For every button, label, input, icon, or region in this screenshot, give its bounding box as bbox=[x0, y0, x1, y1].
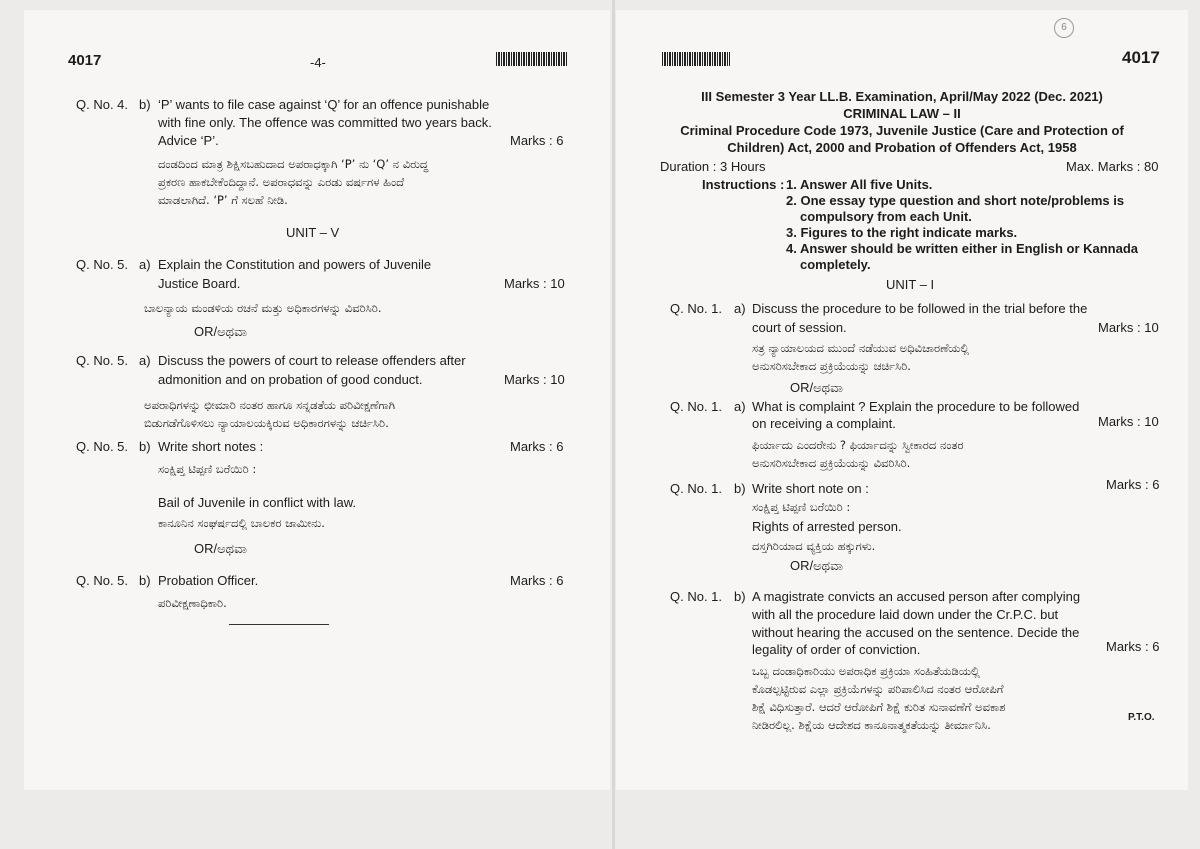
unit-heading: UNIT – I bbox=[886, 277, 935, 292]
question-part: a) bbox=[139, 257, 151, 272]
question-part: a) bbox=[734, 399, 746, 414]
kannada-text: ಮಾಡಲಾಗಿದೆ. ‘P’ ಗೆ ಸಲಹೆ ನೀಡಿ. bbox=[158, 193, 288, 207]
kannada-text: ಅನುಸರಿಸಬೇಕಾದ ಪ್ರಕ್ರಿಯೆಯನ್ನು ಚರ್ಚಿಸಿರಿ. bbox=[752, 359, 911, 373]
question-number: Q. No. 5. bbox=[76, 257, 129, 272]
marks: Marks : 6 bbox=[510, 133, 564, 148]
max-marks: Max. Marks : 80 bbox=[1066, 159, 1159, 174]
page-number: -4- bbox=[310, 55, 326, 70]
end-rule bbox=[229, 624, 329, 625]
question-text: Probation Officer. bbox=[158, 573, 259, 588]
question-text: Write short notes : bbox=[158, 439, 264, 454]
question-number: Q. No. 4. bbox=[76, 97, 129, 112]
question-text: without hearing the accused on the sentence. Decide the bbox=[752, 625, 1080, 640]
marks: Marks : 6 bbox=[1106, 477, 1160, 492]
marks: Marks : 10 bbox=[504, 276, 565, 291]
or-divider: OR/ಅಥವಾ bbox=[194, 324, 248, 339]
question-number: Q. No. 5. bbox=[76, 439, 129, 454]
question-text: What is complaint ? Explain the procedure to be followed bbox=[752, 399, 1080, 414]
kannada-text: ಪ್ರಕರಣ ಹಾಕಬೇಕೆಂದಿದ್ದಾನೆ. ಅಪರಾಧವನ್ನು ಎರಡು ವರ್ಷಗಳ ಹಿಂದೆ bbox=[158, 175, 405, 189]
question-part: a) bbox=[139, 353, 151, 368]
kannada-text: ಶಿಕ್ಷೆ ವಿಧಿಸುತ್ತಾರೆ. ಆದರೆ ಆರೋಪಿಗೆ ಶಿಕ್ಷೆ ಕುರಿತ ಸುನಾವಣೆಗೆ ಅವಕಾಶ bbox=[752, 700, 1006, 714]
page-stamp: 6 bbox=[1054, 18, 1074, 38]
question-text: A magistrate convicts an accused person after complying bbox=[752, 589, 1081, 604]
marks: Marks : 10 bbox=[1098, 414, 1159, 429]
question-text: with all the procedure laid down under the Cr.P.C. but bbox=[752, 607, 1059, 622]
question-number: Q. No. 1. bbox=[670, 301, 723, 316]
unit-heading: UNIT – V bbox=[286, 225, 340, 240]
kannada-text: ಅಪರಾಧಿಗಳನ್ನು ಛೀಮಾರಿ ನಂತರ ಹಾಗೂ ಸನ್ನಡತೆಯ ಪರಿವೀಕ್ಷಣೆಗಾಗಿ bbox=[144, 398, 395, 412]
kannada-text: ಫಿರ್ಯಾದು ಎಂದರೇನು ? ಫಿರ್ಯಾದನ್ನು ಸ್ವೀಕಾರದ ನಂತರ bbox=[752, 438, 964, 452]
question-text: Bail of Juvenile in conflict with law. bbox=[158, 495, 356, 510]
question-part: b) bbox=[139, 573, 151, 588]
question-text: Discuss the powers of court to release offenders after bbox=[158, 353, 466, 368]
instructions-label: Instructions : bbox=[702, 177, 785, 192]
kannada-text: ನೀಡಿರಲಿಲ್ಲ. ಶಿಕ್ಷೆಯ ಆದೇಶದ ಕಾನೂನಾತ್ಮಕತೆಯನ್ನು ತೀರ್ಮಾನಿಸಿ. bbox=[752, 718, 991, 732]
instruction-item: 1. Answer All five Units. bbox=[786, 177, 933, 192]
paper-code: 4017 bbox=[1122, 48, 1160, 67]
marks: Marks : 10 bbox=[504, 372, 565, 387]
instruction-item: 3. Figures to the right indicate marks. bbox=[786, 225, 1018, 240]
question-text: legality of order of conviction. bbox=[752, 642, 921, 657]
kannada-text: ಕೊಡಲ್ಪಟ್ಟಿರುವ ಎಲ್ಲಾ ಪ್ರಕ್ರಿಯೆಗಳನ್ನು ಪರಿಪಾಲಿಸಿದ ನಂತರ ಆರೋಪಿಗೆ bbox=[752, 682, 1004, 696]
question-number: Q. No. 1. bbox=[670, 399, 723, 414]
marks: Marks : 10 bbox=[1098, 320, 1159, 335]
instruction-item: 2. One essay type question and short note/problems is bbox=[786, 193, 1125, 208]
question-text: Rights of arrested person. bbox=[752, 519, 902, 534]
barcode bbox=[496, 52, 568, 66]
question-number: Q. No. 5. bbox=[76, 573, 129, 588]
or-divider: OR/ಅಥವಾ bbox=[790, 558, 844, 573]
acts-title: Criminal Procedure Code 1973, Juvenile Justice (Care and Protection of bbox=[680, 123, 1124, 138]
kannada-text: ಸತ್ರ ನ್ಯಾಯಾಲಯದ ಮುಂದೆ ನಡೆಯುವ ಅಧಿವಿಚಾರಣೆಯಲ್ಲಿ bbox=[752, 341, 970, 355]
question-text: Explain the Constitution and powers of Juvenile bbox=[158, 257, 432, 272]
kannada-text: ಕಾನೂನಿನ ಸಂಘರ್ಷದಲ್ಲಿ ಬಾಲಕರ ಜಾಮೀನು. bbox=[158, 516, 325, 530]
question-text: court of session. bbox=[752, 320, 847, 335]
kannada-text: ದಸ್ತಗಿರಿಯಾದ ವ್ಯಕ್ತಿಯ ಹಕ್ಕುಗಳು. bbox=[752, 539, 876, 553]
kannada-text: ಅನುಸರಿಸಬೇಕಾದ ಪ್ರಕ್ರಿಯೆಯನ್ನು ವಿವರಿಸಿರಿ. bbox=[752, 456, 911, 470]
question-part: b) bbox=[734, 481, 746, 496]
question-text: with fine only. The offence was committed two years back. bbox=[158, 115, 492, 130]
question-text: on receiving a complaint. bbox=[752, 416, 896, 431]
or-divider: OR/ಅಥವಾ bbox=[790, 380, 844, 395]
page-fold bbox=[612, 0, 615, 849]
question-number: Q. No. 5. bbox=[76, 353, 129, 368]
marks: Marks : 6 bbox=[510, 439, 564, 454]
kannada-text: ಬಾಲನ್ಯಾಯ ಮಂಡಳಿಯ ರಚನೆ ಮತ್ತು ಅಧಿಕಾರಗಳನ್ನು ವಿವರಿಸಿರಿ. bbox=[144, 301, 382, 315]
question-part: b) bbox=[139, 97, 151, 112]
pto-label: P.T.O. bbox=[1128, 712, 1155, 723]
question-number: Q. No. 1. bbox=[670, 589, 723, 604]
kannada-text: ಸಂಕ್ಷಿಪ್ತ ಟಿಪ್ಪಣಿ ಬರೆಯಿರಿ : bbox=[752, 500, 851, 514]
marks: Marks : 6 bbox=[510, 573, 564, 588]
instruction-item: 4. Answer should be written either in English or Kannada bbox=[786, 241, 1139, 256]
subject-title: CRIMINAL LAW – II bbox=[843, 106, 961, 121]
paper-code: 4017 bbox=[68, 52, 102, 69]
or-divider: OR/ಅಥವಾ bbox=[194, 541, 248, 556]
marks: Marks : 6 bbox=[1106, 639, 1160, 654]
kannada-text: ಪರಿವೀಕ್ಷಣಾಧಿಕಾರಿ. bbox=[158, 596, 227, 610]
duration: Duration : 3 Hours bbox=[660, 159, 766, 174]
right-page bbox=[616, 10, 1188, 790]
barcode bbox=[662, 52, 730, 66]
kannada-text: ದಂಡದಿಂದ ಮಾತ್ರ ಶಿಕ್ಷಿಸಬಹುದಾದ ಅಪರಾಧಕ್ಕಾಗಿ ‘P’ ನು ‘Q’ ನ ವಿರುದ್ಧ bbox=[158, 157, 429, 171]
question-number: Q. No. 1. bbox=[670, 481, 723, 496]
question-part: b) bbox=[139, 439, 151, 454]
question-text: ‘P’ wants to file case against ‘Q’ for an offence punishable bbox=[158, 97, 490, 112]
kannada-text: ಸಂಕ್ಷಿಪ್ತ ಟಿಪ್ಪಣಿ ಬರೆಯಿರಿ : bbox=[158, 462, 257, 476]
acts-title: Children) Act, 2000 and Probation of Offenders Act, 1958 bbox=[727, 140, 1077, 155]
question-text: Justice Board. bbox=[158, 276, 241, 291]
kannada-text: ಬಿಡುಗಡೆಗೊಳಿಸಲು ನ್ಯಾಯಾಲಯಕ್ಕಿರುವ ಅಧಿಕಾರಗಳನ್ನು ಚರ್ಚಿಸಿರಿ. bbox=[144, 416, 389, 430]
question-text: Write short note on : bbox=[752, 481, 869, 496]
kannada-text: ಒಬ್ಬ ದಂಡಾಧಿಕಾರಿಯು ಅಪರಾಧಿಕ ಪ್ರಕ್ರಿಯಾ ಸಂಹಿತೆಯಡಿಯಲ್ಲಿ bbox=[752, 664, 980, 678]
question-text: Advice ‘P’. bbox=[158, 133, 219, 148]
question-text: Discuss the procedure to be followed in the trial before the bbox=[752, 301, 1088, 316]
question-text: admonition and on probation of good conduct. bbox=[158, 372, 423, 387]
question-part: b) bbox=[734, 589, 746, 604]
exam-title: III Semester 3 Year LL.B. Examination, April/May 2022 (Dec. 2021) bbox=[701, 89, 1103, 104]
left-page bbox=[24, 10, 610, 790]
instruction-item: compulsory from each Unit. bbox=[800, 209, 972, 224]
instruction-item: completely. bbox=[800, 257, 871, 272]
question-part: a) bbox=[734, 301, 746, 316]
